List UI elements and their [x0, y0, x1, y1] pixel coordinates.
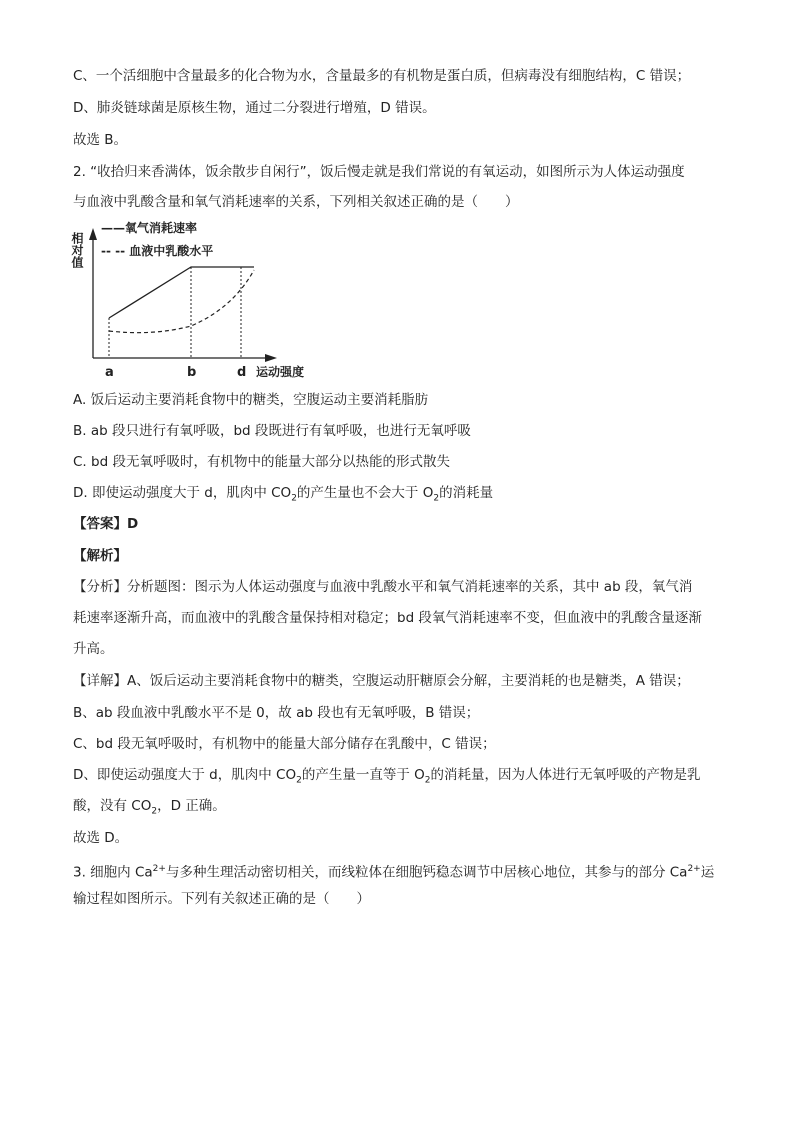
line-chart — [70, 218, 333, 383]
analysis-text: 耗速率逐渐升高，而血液中的乳酸含量保持相对稳定；bd 段氧气消耗速率不变，但血液中的乳酸含量逐渐 — [73, 610, 702, 626]
x-tick-b: b — [187, 365, 197, 380]
question-2-stem: 与血液中乳酸含量和氧气消耗速率的关系，下列相关叙述正确的是（ ） — [73, 194, 519, 210]
detail-text — [73, 796, 226, 822]
text-fragment: 与多种生理活动密切相关，而线粒体在细胞钙稳态调节中居核心地位，其参与的部分 Ca — [165, 864, 688, 881]
subscript: 2 — [296, 775, 302, 786]
text-fragment: D、即使运动强度大于 d，肌肉中 CO — [73, 767, 297, 783]
text-fragment: 的消耗量，因为人体进行无氧呼吸的产物是乳 — [430, 767, 701, 783]
x-tick-a: a — [105, 365, 114, 380]
question-2-stem: 2. “收拾归来香满体，饭余散步自闲行”，饭后慢走就是我们常说的有氧运动，如图所示为人体运动强度 — [73, 164, 685, 180]
superscript: 2+ — [687, 864, 701, 874]
text-line: 故选 D。 — [73, 830, 129, 846]
option-a: A. 饭后运动主要消耗食物中的糖类，空腹运动主要消耗脂肪 — [73, 392, 429, 408]
text-fragment: 3. 细胞内 Ca — [73, 864, 153, 881]
text-fragment: 的消耗量 — [439, 485, 494, 501]
text-fragment: D. 即使运动强度大于 d，肌肉中 CO — [73, 485, 292, 501]
text-line: 故选 B。 — [73, 132, 128, 148]
answer: 【答案】D — [73, 516, 139, 532]
analysis-heading: 【解析】 — [73, 548, 127, 564]
subscript: 2 — [291, 493, 297, 504]
detail-text: 【详解】A、饭后运动主要消耗食物中的糖类，空腹运动肝糖原会分解，主要消耗的也是糖类，A 错误； — [73, 673, 690, 689]
question-3-stem: 输过程如图所示。下列有关叙述正确的是（ ） — [73, 891, 370, 907]
analysis-text: 升高。 — [73, 641, 114, 657]
text-line: C、一个活细胞中含量最多的化合物为水，含量最多的有机物是蛋白质，但病毒没有细胞结构，C 错误； — [73, 68, 691, 84]
x-axis-label: 运动强度 — [256, 365, 305, 379]
option-c: C. bd 段无氧呼吸时，有机物中的能量大部分以热能的形式散失 — [73, 454, 450, 470]
text-fragment: ，D 正确。 — [157, 798, 226, 814]
series-oxygen-line — [109, 267, 254, 318]
text-fragment: 的产生量也不会大于 O — [296, 485, 434, 501]
analysis-text: 【分析】分析题图：图示为人体运动强度与血液中乳酸水平和氧气消耗速率的关系，其中 ab 段，氧气消 — [73, 579, 693, 595]
x-tick-d: d — [237, 365, 247, 380]
y-axis-label: 相对值 — [70, 232, 84, 268]
legend-lactate: -- -- 血液中乳酸水平 — [101, 244, 214, 258]
text-line: D、肺炎链球菌是原核生物，通过二分裂进行增殖，D 错误。 — [73, 100, 436, 116]
detail-text — [73, 765, 701, 791]
text-fragment: 的产生量一直等于 O — [301, 767, 425, 783]
series-lactate-line — [109, 270, 254, 333]
superscript: 2+ — [152, 864, 166, 874]
option-b: B. ab 段只进行有氧呼吸，bd 段既进行有氧呼吸，也进行无氧呼吸 — [73, 423, 471, 439]
legend-oxygen: ——氧气消耗速率 — [101, 221, 198, 235]
detail-text: C、bd 段无氧呼吸时，有机物中的能量大部分储存在乳酸中，C 错误； — [73, 736, 496, 752]
option-d — [73, 483, 493, 509]
y-axis-arrow — [89, 228, 97, 240]
x-axis-arrow — [265, 354, 277, 362]
text-fragment: 运 — [700, 864, 715, 881]
subscript: 2 — [151, 806, 158, 817]
subscript: 2 — [433, 493, 440, 504]
question-3-stem — [73, 859, 714, 883]
detail-text: B、ab 段血液中乳酸水平不是 0，故 ab 段也有无氧呼吸，B 错误； — [73, 705, 480, 721]
subscript: 2 — [424, 775, 431, 786]
text-fragment: 酸，没有 CO — [73, 798, 152, 814]
